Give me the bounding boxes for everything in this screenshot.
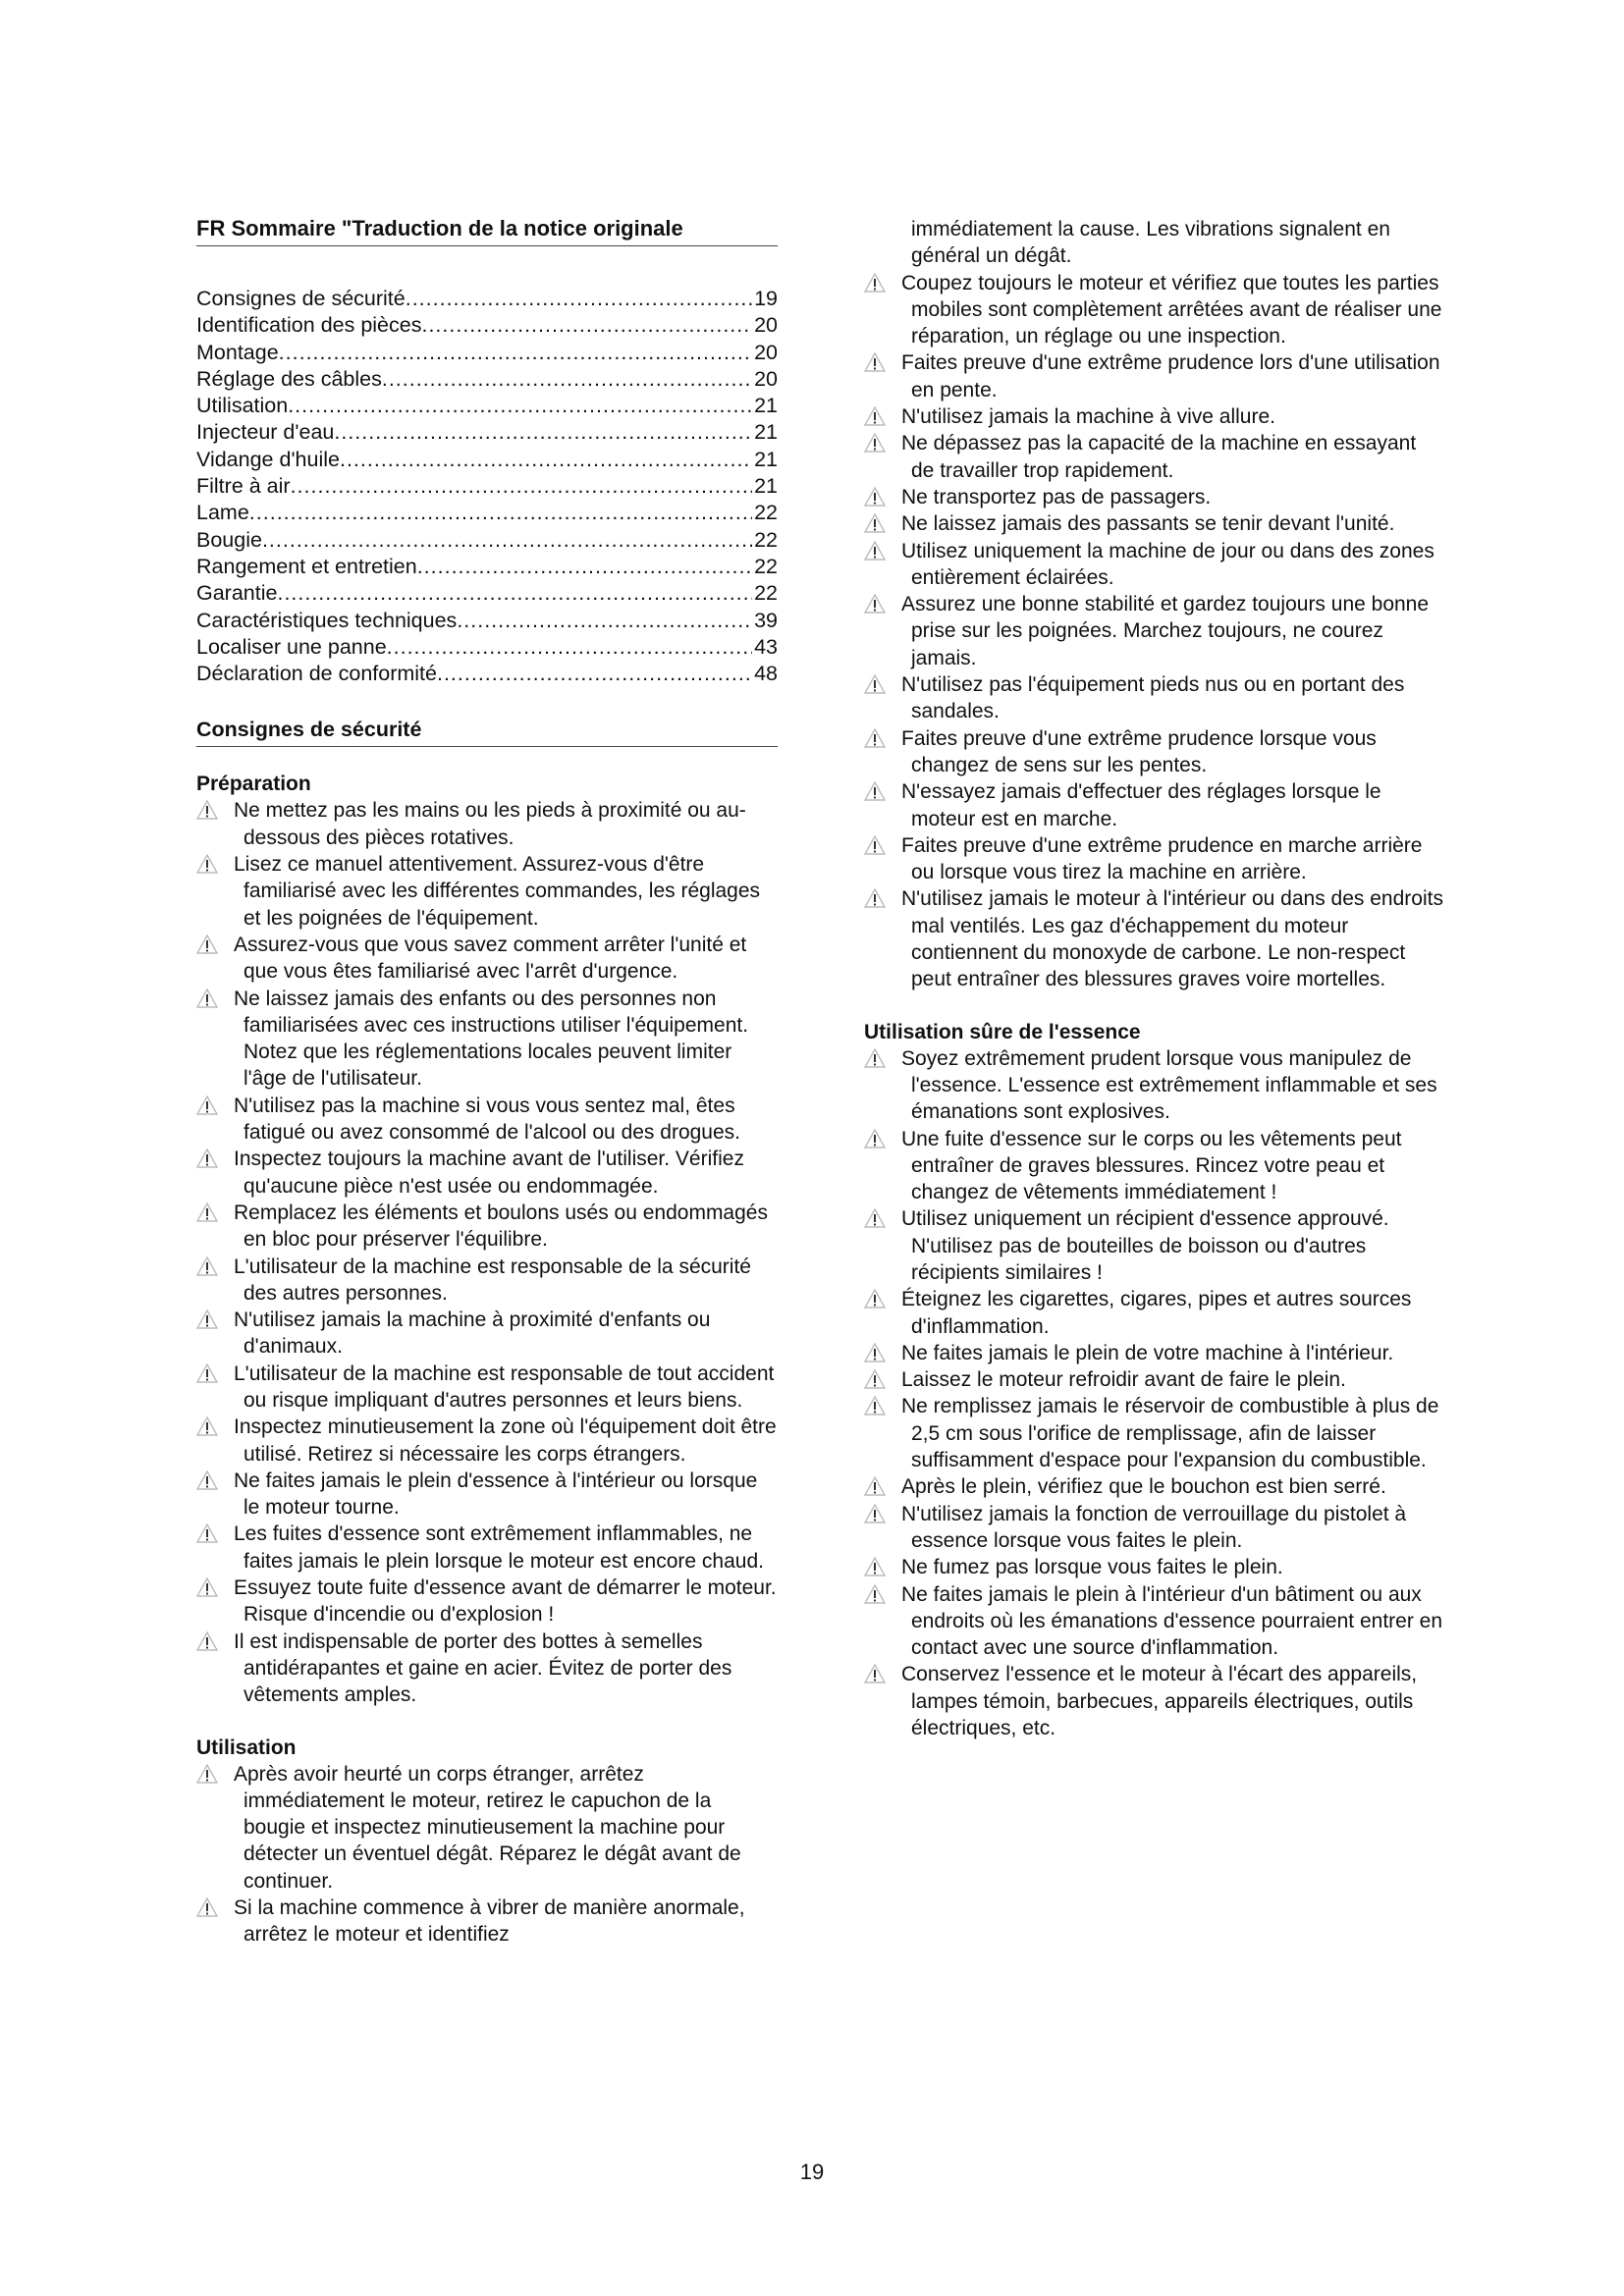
toc-entry [196, 580, 778, 607]
safety-item [864, 1366, 1443, 1393]
warning-icon [864, 674, 886, 694]
safety-item-text: N'utilisez jamais la machine à vive allure. [901, 405, 1275, 429]
safety-item [864, 1045, 1443, 1126]
safety-item-text: Conservez l'essence et le moteur à l'écart des appareils, lampes témoin, barbecues, appareils électriques, outils électriques, etc. [901, 1663, 1418, 1740]
toc-page: 48 [754, 662, 778, 686]
warning-icon [196, 854, 218, 874]
safety-item [864, 725, 1443, 779]
safety-item [864, 1501, 1443, 1555]
toc-leader-dots [382, 366, 752, 393]
safety-item [864, 671, 1443, 725]
safety-item [196, 1254, 778, 1308]
warning-icon [196, 1416, 218, 1436]
safety-item [864, 1581, 1443, 1662]
safety-item-text: N'utilisez pas l'équipement pieds nus ou en portant des sandales. [901, 673, 1405, 723]
safety-item-text: Après le plein, vérifiez que le bouchon est bien serré. [901, 1475, 1386, 1499]
safety-item-text: Les fuites d'essence sont extrêmement inflammables, ne faites jamais le plein lorsque le moteur est encore chaud. [234, 1522, 764, 1573]
warning-icon [196, 988, 218, 1008]
toc-entry [196, 393, 778, 419]
safety-item [864, 1661, 1443, 1741]
toc-page: 21 [754, 394, 778, 418]
safety-item [864, 1473, 1443, 1500]
safety-item [196, 1575, 778, 1629]
safety-item [864, 349, 1443, 403]
safety-item [864, 430, 1443, 484]
toc-leader-dots [417, 554, 752, 580]
toc-entry [196, 608, 778, 634]
toc-page: 21 [754, 420, 778, 445]
safety-item [196, 1307, 778, 1361]
toc-label: Caractéristiques techniques [196, 608, 458, 632]
utilisation-heading: Utilisation [196, 1735, 297, 1759]
toc-page: 39 [754, 608, 778, 632]
safety-item-text: Soyez extrêmement prudent lorsque vous manipulez de l'essence. L'essence est extrêmement inflammable et ses émanations sont explosives. [901, 1046, 1437, 1124]
toc-label: Rangement et entretien [196, 554, 417, 578]
warning-icon [864, 781, 886, 801]
toc-page: 22 [754, 554, 778, 578]
warning-icon [864, 594, 886, 614]
toc-page: 22 [754, 581, 778, 606]
toc-page: 22 [754, 501, 778, 525]
safety-item-text: Lisez ce manuel attentivement. Assurez-vous d'être familiarisé avec les différentes commandes, les réglages et les poignées de l'équipement. [234, 853, 761, 930]
safety-item [864, 1205, 1443, 1286]
warning-icon [864, 888, 886, 908]
toc-label: Bougie [196, 527, 262, 552]
safety-item-text: Éteignez les cigarettes, cigares, pipes et autres sources d'inflammation. [901, 1288, 1412, 1338]
safety-item [864, 1393, 1443, 1473]
warning-icon [196, 1764, 218, 1784]
safety-item [864, 832, 1443, 886]
safety-item-text: Essuyez toute fuite d'essence avant de démarrer le moteur. Risque d'incendie ou d'explosion ! [234, 1576, 777, 1627]
safety-item [864, 591, 1443, 671]
table-of-contents [196, 286, 778, 687]
toc-label: Garantie [196, 581, 278, 606]
toc-leader-dots [421, 312, 752, 339]
toc-page: 21 [754, 474, 778, 499]
warning-icon [864, 1369, 886, 1389]
warning-icon [864, 1664, 886, 1683]
safety-item [196, 1200, 778, 1254]
safety-item [196, 1468, 778, 1522]
preparation-heading: Préparation [196, 773, 311, 796]
safety-item-text: Utilisez uniquement un récipient d'essence approuvé. N'utilisez pas de bouteilles de boisson ou d'autres récipients similaires ! [901, 1207, 1389, 1284]
safety-item-text: Laissez le moteur refroidir avant de faire le plein. [901, 1368, 1346, 1392]
utilisation-list [196, 1761, 778, 1949]
toc-leader-dots [279, 340, 752, 366]
warning-icon [864, 835, 886, 855]
safety-item [196, 1146, 778, 1200]
warning-icon [864, 513, 886, 533]
safety-item-text: Utilisez uniquement la machine de jour ou dans des zones entièrement éclairées. [901, 539, 1435, 589]
toc-title: FR Sommaire "Traduction de la notice originale [196, 214, 778, 246]
safety-item [196, 851, 778, 932]
toc-leader-dots [288, 393, 752, 419]
safety-item-text: Une fuite d'essence sur le corps ou les vêtements peut entraîner de graves blessures. Rincez votre peau et changez de vêtements immédiatement ! [901, 1127, 1402, 1204]
warning-icon [196, 1897, 218, 1917]
safety-item-text: Ne faites jamais le plein à l'intérieur d'un bâtiment ou aux endroits où les émanations d'essence pourraient entrer en contact avec une source d'inflammation. [901, 1582, 1443, 1660]
toc-label: Injecteur d'eau [196, 420, 335, 445]
safety-item [196, 1093, 778, 1147]
safety-item [864, 484, 1443, 510]
safety-item-text: Faites preuve d'une extrême prudence en marche arrière ou lorsque vous tirez la machine en arrière. [901, 833, 1423, 884]
toc-leader-dots [387, 634, 752, 661]
safety-item-text: Ne faites jamais le plein de votre machine à l'intérieur. [901, 1341, 1394, 1364]
toc-entry [196, 340, 778, 366]
safety-item-text: Assurez-vous que vous savez comment arrêter l'unité et que vous êtes familiarisé avec l'arrêt d'urgence. [234, 933, 747, 984]
warning-icon [864, 1476, 886, 1496]
safety-item [864, 1126, 1443, 1206]
toc-label: Vidange d'huile [196, 447, 340, 471]
toc-page: 20 [754, 366, 778, 391]
fuel-safety-heading: Utilisation sûre de l'essence [864, 1020, 1141, 1043]
safety-item-text: Faites preuve d'une extrême prudence lors d'une utilisation en pente. [901, 351, 1440, 401]
toc-label: Réglage des câbles [196, 366, 382, 391]
preparation-list [196, 797, 778, 1708]
toc-page: 43 [754, 634, 778, 659]
toc-page: 22 [754, 527, 778, 552]
warning-icon [196, 1363, 218, 1383]
toc-label: Montage [196, 340, 279, 364]
safety-item [864, 510, 1443, 537]
toc-leader-dots [437, 661, 752, 687]
toc-leader-dots [277, 580, 752, 607]
warning-icon [864, 406, 886, 426]
fuel-safety-list [864, 1045, 1443, 1742]
toc-page: 19 [754, 287, 778, 310]
safety-item-text: N'utilisez pas la machine si vous vous sentez mal, êtes fatigué ou avez consommé de l'alcool ou des drogues. [234, 1094, 740, 1145]
warning-icon [864, 352, 886, 372]
safety-item-text: Assurez une bonne stabilité et gardez toujours une bonne prise sur les poignées. Marchez toujours, ne courez jamais. [901, 593, 1430, 669]
warning-icon [864, 433, 886, 453]
toc-label: Déclaration de conformité [196, 662, 437, 686]
warning-icon [864, 1289, 886, 1308]
warning-icon [864, 1208, 886, 1228]
safety-heading: Consignes de sécurité [196, 717, 778, 747]
warning-icon [196, 1309, 218, 1329]
toc-page: 21 [754, 447, 778, 471]
safety-item-text: Si la machine commence à vibrer de manière anormale, arrêtez le moteur et identifiez [234, 1896, 745, 1947]
safety-item [864, 1554, 1443, 1580]
toc-leader-dots [291, 473, 753, 500]
toc-leader-dots [262, 527, 752, 554]
safety-item [196, 797, 778, 851]
warning-icon [196, 934, 218, 954]
warning-icon [864, 1504, 886, 1523]
safety-item [864, 538, 1443, 592]
safety-list-continued [864, 270, 1443, 993]
toc-entry [196, 286, 778, 312]
warning-icon [864, 1584, 886, 1604]
safety-item-text: Après avoir heurté un corps étranger, arrêtez immédiatement le moteur, retirez le capuchon de la bougie et inspectez minutieusement la machine pour détecter un éventuel dégât. Réparez le dégât avant de continuer. [234, 1762, 741, 1893]
toc-label: Consignes de sécurité [196, 287, 406, 310]
safety-item [864, 1340, 1443, 1366]
safety-item-text: N'utilisez jamais la fonction de verrouillage du pistolet à essence lorsque vous faites le plein. [901, 1502, 1407, 1552]
toc-page: 20 [754, 313, 778, 338]
safety-item-text: Ne faites jamais le plein d'essence à l'intérieur ou lorsque le moteur tourne. [234, 1468, 758, 1520]
safety-item-text: Ne fumez pas lorsque vous faites le plein. [901, 1556, 1283, 1579]
warning-icon [864, 541, 886, 561]
warning-icon [196, 800, 218, 820]
toc-leader-dots [340, 447, 752, 473]
safety-item-text: Ne laissez jamais des passants se tenir devant l'unité. [901, 512, 1395, 536]
safety-item-text: Ne remplissez jamais le réservoir de combustible à plus de 2,5 cm sous l'orifice de remplissage, afin de laisser suffisamment d'espace pour l'expansion du combustible. [901, 1395, 1439, 1472]
safety-item-text: Ne laissez jamais des enfants ou des personnes non familiarisées avec ces instructions utiliser l'équipement. Notez que les réglementations locales peuvent limiter l'âge de l'utilisateur. [234, 987, 749, 1091]
toc-label: Localiser une panne [196, 634, 387, 659]
safety-item-text: Ne dépassez pas la capacité de la machine en essayant de travailler trop rapidement. [901, 432, 1417, 482]
toc-entry [196, 419, 778, 446]
warning-icon [864, 1343, 886, 1362]
toc-leader-dots [249, 500, 752, 526]
toc-leader-dots [334, 419, 752, 446]
toc-entry [196, 634, 778, 661]
toc-entry [196, 554, 778, 580]
safety-item-text: Remplacez les éléments et boulons usés ou endommagés en bloc pour préserver l'équilibre. [234, 1201, 768, 1252]
warning-icon [196, 1256, 218, 1276]
safety-item [864, 403, 1443, 430]
safety-item [196, 1414, 778, 1468]
warning-icon [196, 1523, 218, 1543]
toc-page: 20 [754, 340, 778, 364]
warning-icon [864, 487, 886, 507]
warning-icon [196, 1577, 218, 1597]
safety-item-text: N'utilisez jamais le moteur à l'intérieur ou dans des endroits mal ventilés. Les gaz d'échappement du moteur contiennent du monoxyde de carbone. Le non-respect peut entraîner des blessures graves voire mortelles. [901, 887, 1443, 991]
safety-item [196, 986, 778, 1093]
toc-entry [196, 527, 778, 554]
toc-entry [196, 661, 778, 687]
safety-item-text: L'utilisateur de la machine est responsable de la sécurité des autres personnes. [234, 1255, 751, 1305]
toc-entry [196, 447, 778, 473]
toc-label: Identification des pièces [196, 313, 422, 338]
toc-entry [196, 366, 778, 393]
safety-item-text: N'utilisez jamais la machine à proximité d'enfants ou d'animaux. [234, 1308, 711, 1359]
safety-item [864, 1286, 1443, 1340]
safety-item-text: Inspectez minutieusement la zone où l'équipement doit être utilisé. Retirez si nécessaire les corps étrangers. [234, 1415, 777, 1466]
right-column [864, 216, 1443, 1741]
safety-item-text: Ne mettez pas les mains ou les pieds à proximité ou au-dessous des pièces rotatives. [234, 799, 746, 849]
left-column [196, 214, 778, 1949]
safety-item [196, 1761, 778, 1895]
safety-item [196, 1629, 778, 1709]
safety-item [864, 885, 1443, 992]
warning-icon [196, 1470, 218, 1490]
warning-icon [864, 728, 886, 748]
safety-item-text: Ne transportez pas de passagers. [901, 485, 1212, 508]
safety-item [864, 778, 1443, 832]
toc-entry [196, 500, 778, 526]
continued-text: immédiatement la cause. Les vibrations signalent en général un dégât. [911, 218, 1390, 268]
warning-icon [864, 1129, 886, 1148]
safety-item-text: Il est indispensable de porter des bottes à semelles antidérapantes et gaine en acier. Évitez de porter des vêtements amples. [234, 1629, 732, 1707]
warning-icon [196, 1202, 218, 1222]
toc-label: Lame [196, 501, 249, 525]
safety-item [196, 1895, 778, 1949]
safety-item [864, 270, 1443, 350]
toc-entry [196, 473, 778, 500]
warning-icon [864, 1048, 886, 1068]
safety-item-text: Coupez toujours le moteur et vérifiez que toutes les parties mobiles sont complètement arrêtées avant de réaliser une réparation, un réglage ou une inspection. [901, 271, 1442, 348]
toc-leader-dots [406, 286, 752, 312]
safety-item-text: Inspectez toujours la machine avant de l'utiliser. Vérifiez qu'aucune pièce n'est usée ou endommagée. [234, 1148, 744, 1198]
toc-entry [196, 312, 778, 339]
toc-label: Filtre à air [196, 474, 291, 499]
safety-item [196, 1361, 778, 1415]
safety-item-text: N'essayez jamais d'effectuer des réglages lorsque le moteur est en marche. [901, 780, 1381, 830]
warning-icon [196, 1631, 218, 1651]
warning-icon [864, 273, 886, 293]
toc-label: Utilisation [196, 394, 289, 418]
warning-icon [864, 1396, 886, 1415]
safety-item-text: Faites preuve d'une extrême prudence lorsque vous changez de sens sur les pentes. [901, 726, 1377, 776]
warning-icon [864, 1557, 886, 1576]
safety-item [196, 932, 778, 986]
safety-item [196, 1521, 778, 1575]
warning-icon [196, 1095, 218, 1115]
warning-icon [196, 1148, 218, 1168]
safety-item-text: L'utilisateur de la machine est responsable de tout accident ou risque impliquant d'autres personnes et leurs biens. [234, 1362, 775, 1412]
page-number: 19 [799, 2160, 825, 2184]
toc-leader-dots [457, 608, 752, 634]
